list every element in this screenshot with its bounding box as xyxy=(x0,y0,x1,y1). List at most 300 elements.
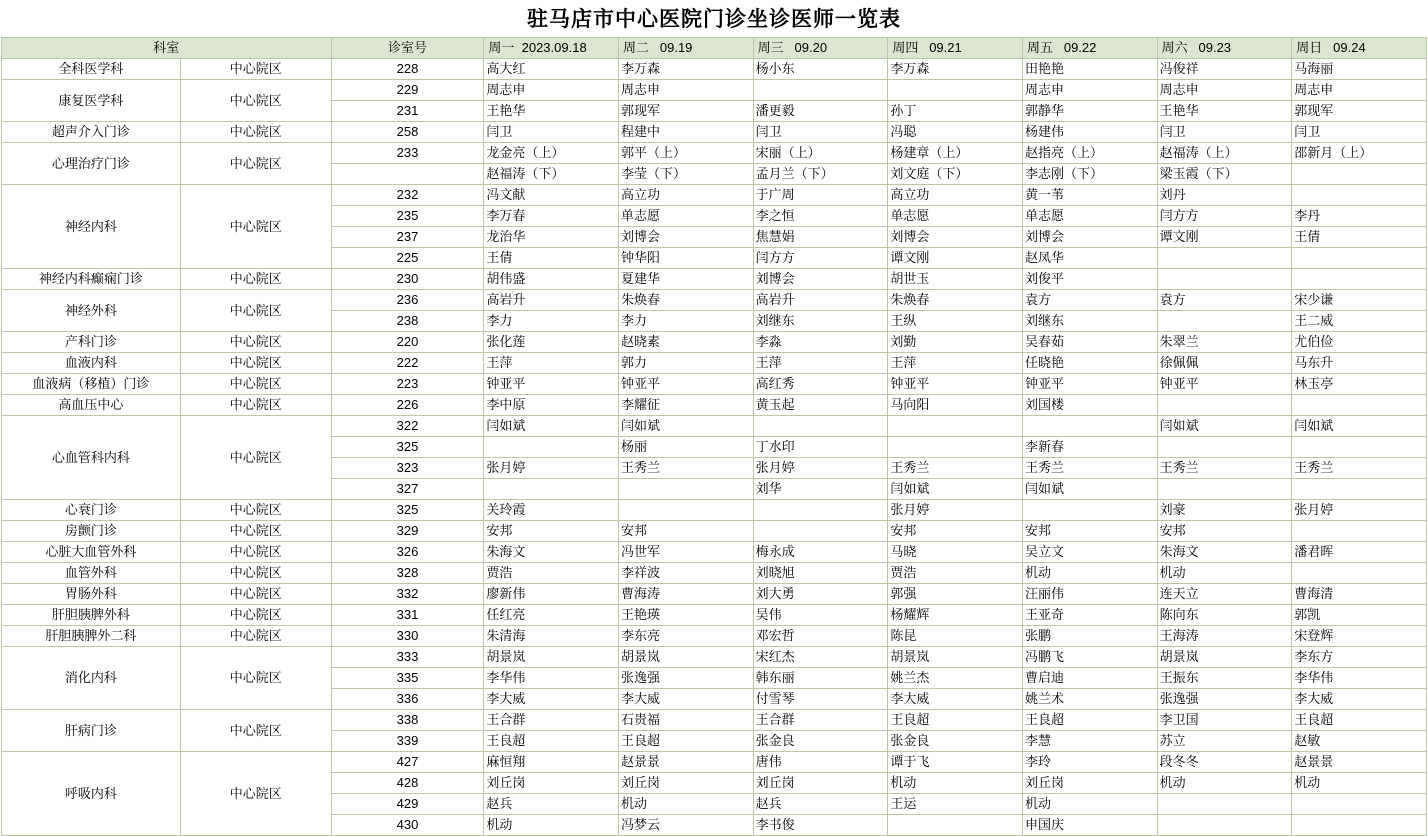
header-day-wed-date: 09.20 xyxy=(794,40,828,55)
department-cell: 肝胆胰脾外二科 xyxy=(2,626,181,647)
doctor-name-cell: 谭文刚 xyxy=(888,248,1023,269)
table-row xyxy=(2,290,1427,311)
doctor-name-cell: 杨丽 xyxy=(619,437,754,458)
doctor-name-cell: 刘博会 xyxy=(619,227,754,248)
table-body xyxy=(2,59,1427,836)
doctor-name-cell: 王秀兰 xyxy=(1022,458,1157,479)
doctor-name-cell xyxy=(753,500,888,521)
doctor-name-cell: 李万森 xyxy=(888,59,1023,80)
doctor-name-cell: 闫如斌 xyxy=(1157,416,1292,437)
doctor-name-cell: 宋丽（上） xyxy=(753,143,888,164)
doctor-name-cell: 吴春茹 xyxy=(1022,332,1157,353)
doctor-name-cell: 唐伟 xyxy=(753,752,888,773)
doctor-name-cell: 刘继东 xyxy=(753,311,888,332)
header-day-mon-date: 2023.09.18 xyxy=(521,40,587,55)
campus-cell: 中心院区 xyxy=(180,647,331,710)
doctor-name-cell: 赵敏 xyxy=(1292,731,1427,752)
room-number-cell: 223 xyxy=(331,374,484,395)
page-title: 驻马店市中心医院门诊坐诊医师一览表 xyxy=(527,8,901,31)
doctor-name-cell: 袁方 xyxy=(1022,290,1157,311)
doctor-name-cell: 王艳瑛 xyxy=(619,605,754,626)
room-number-cell: 258 xyxy=(331,122,484,143)
campus-cell: 中心院区 xyxy=(180,59,331,80)
doctor-name-cell: 付雪琴 xyxy=(753,689,888,710)
campus-cell: 中心院区 xyxy=(180,185,331,269)
room-number-cell: 326 xyxy=(331,542,484,563)
doctor-name-cell: 机动 xyxy=(1292,773,1427,794)
room-number-cell: 429 xyxy=(331,794,484,815)
doctor-name-cell xyxy=(1292,395,1427,416)
doctor-name-cell xyxy=(1292,521,1427,542)
header-dept: 科室 xyxy=(2,38,332,59)
doctor-name-cell: 李新春 xyxy=(1022,437,1157,458)
doctor-name-cell: 赵福涛（上） xyxy=(1157,143,1292,164)
doctor-name-cell: 安邦 xyxy=(1022,521,1157,542)
doctor-name-cell: 田艳艳 xyxy=(1022,59,1157,80)
doctor-name-cell: 机动 xyxy=(1022,563,1157,584)
doctor-name-cell: 姚兰杰 xyxy=(888,668,1023,689)
doctor-name-cell: 闫卫 xyxy=(1157,122,1292,143)
doctor-name-cell: 钟亚平 xyxy=(888,374,1023,395)
header-day-mon xyxy=(484,38,619,59)
doctor-name-cell xyxy=(1292,437,1427,458)
room-number-cell: 428 xyxy=(331,773,484,794)
doctor-name-cell: 刘大勇 xyxy=(753,584,888,605)
doctor-name-cell: 王倩 xyxy=(1292,227,1427,248)
doctor-name-cell: 钟亚平 xyxy=(619,374,754,395)
table-row xyxy=(2,584,1427,605)
doctor-name-cell: 郭现军 xyxy=(1292,101,1427,122)
room-number-cell: 229 xyxy=(331,80,484,101)
doctor-name-cell: 王良超 xyxy=(484,731,619,752)
doctor-name-cell: 徐佩佩 xyxy=(1157,353,1292,374)
campus-cell: 中心院区 xyxy=(180,374,331,395)
table-row xyxy=(2,563,1427,584)
department-cell: 高血压中心 xyxy=(2,395,181,416)
doctor-name-cell: 刘晓旭 xyxy=(753,563,888,584)
doctor-name-cell: 夏建华 xyxy=(619,269,754,290)
header-day-sun-name: 周日 xyxy=(1296,40,1323,55)
room-number-cell: 225 xyxy=(331,248,484,269)
doctor-name-cell: 胡世玉 xyxy=(888,269,1023,290)
doctor-name-cell xyxy=(753,416,888,437)
header-day-mon-name: 周一 xyxy=(488,40,515,55)
doctor-name-cell: 王合群 xyxy=(484,710,619,731)
doctor-name-cell: 高立功 xyxy=(619,185,754,206)
room-number-cell: 333 xyxy=(331,647,484,668)
doctor-name-cell: 王良超 xyxy=(888,710,1023,731)
doctor-name-cell: 周志申 xyxy=(1292,80,1427,101)
doctor-name-cell: 李慧 xyxy=(1022,731,1157,752)
doctor-name-cell: 孙丁 xyxy=(888,101,1023,122)
room-number-cell: 329 xyxy=(331,521,484,542)
header-day-wed xyxy=(753,38,888,59)
table-row xyxy=(2,269,1427,290)
doctor-name-cell: 胡景岚 xyxy=(484,647,619,668)
doctor-name-cell: 刘勤 xyxy=(888,332,1023,353)
room-number-cell: 430 xyxy=(331,815,484,836)
doctor-name-cell: 李大威 xyxy=(1292,689,1427,710)
doctor-name-cell: 刘博会 xyxy=(1022,227,1157,248)
campus-cell: 中心院区 xyxy=(180,395,331,416)
table-row xyxy=(2,752,1427,773)
doctor-name-cell: 机动 xyxy=(484,815,619,836)
room-number-cell: 327 xyxy=(331,479,484,500)
room-number-cell: 336 xyxy=(331,689,484,710)
table-row xyxy=(2,626,1427,647)
table-header xyxy=(2,38,1427,59)
table-row xyxy=(2,143,1427,164)
table-row xyxy=(2,122,1427,143)
doctor-name-cell xyxy=(1022,500,1157,521)
doctor-name-cell: 周志申 xyxy=(484,80,619,101)
doctor-name-cell: 贾浩 xyxy=(888,563,1023,584)
doctor-name-cell xyxy=(888,80,1023,101)
header-day-wed-name: 周三 xyxy=(757,40,784,55)
doctor-name-cell xyxy=(1292,479,1427,500)
doctor-name-cell xyxy=(1157,479,1292,500)
doctor-name-cell: 苏立 xyxy=(1157,731,1292,752)
department-cell: 房颤门诊 xyxy=(2,521,181,542)
doctor-name-cell: 程建中 xyxy=(619,122,754,143)
header-day-fri xyxy=(1022,38,1157,59)
doctor-name-cell: 宋红杰 xyxy=(753,647,888,668)
doctor-name-cell: 郭力 xyxy=(619,353,754,374)
table-row xyxy=(2,80,1427,101)
doctor-name-cell: 刘博会 xyxy=(888,227,1023,248)
doctor-name-cell xyxy=(484,479,619,500)
department-cell: 神经内科 xyxy=(2,185,181,269)
table-row xyxy=(2,374,1427,395)
doctor-name-cell: 李淼 xyxy=(753,332,888,353)
doctor-name-cell xyxy=(888,437,1023,458)
doctor-name-cell: 王萍 xyxy=(753,353,888,374)
room-number-cell: 323 xyxy=(331,458,484,479)
department-cell: 肝胆胰脾外科 xyxy=(2,605,181,626)
doctor-name-cell: 张月婷 xyxy=(753,458,888,479)
doctor-name-cell: 李华伟 xyxy=(484,668,619,689)
doctor-name-cell: 王萍 xyxy=(484,353,619,374)
doctor-name-cell: 闫卫 xyxy=(1292,122,1427,143)
doctor-name-cell: 钟亚平 xyxy=(1022,374,1157,395)
room-number-cell: 330 xyxy=(331,626,484,647)
doctor-name-cell xyxy=(484,437,619,458)
doctor-name-cell: 朱焕春 xyxy=(619,290,754,311)
doctor-name-cell: 王良超 xyxy=(619,731,754,752)
doctor-name-cell: 刘国楼 xyxy=(1022,395,1157,416)
doctor-name-cell: 单志愿 xyxy=(1022,206,1157,227)
doctor-name-cell: 焦慧娟 xyxy=(753,227,888,248)
doctor-name-cell: 闫卫 xyxy=(484,122,619,143)
doctor-name-cell: 赵兵 xyxy=(484,794,619,815)
doctor-name-cell: 黄玉起 xyxy=(753,395,888,416)
department-cell: 心理治疗门诊 xyxy=(2,143,181,185)
doctor-name-cell: 刘丘岗 xyxy=(753,773,888,794)
room-number-cell: 230 xyxy=(331,269,484,290)
doctor-name-cell: 李万春 xyxy=(484,206,619,227)
doctor-name-cell: 郭凯 xyxy=(1292,605,1427,626)
doctor-name-cell: 宋登辉 xyxy=(1292,626,1427,647)
doctor-name-cell: 闫方方 xyxy=(1157,206,1292,227)
doctor-name-cell: 朱清海 xyxy=(484,626,619,647)
doctor-name-cell: 杨耀辉 xyxy=(888,605,1023,626)
doctor-name-cell: 赵凤华 xyxy=(1022,248,1157,269)
doctor-name-cell: 赵景景 xyxy=(1292,752,1427,773)
room-number-cell: 222 xyxy=(331,353,484,374)
doctor-name-cell: 刘继东 xyxy=(1022,311,1157,332)
doctor-name-cell: 马海丽 xyxy=(1292,59,1427,80)
doctor-name-cell: 王秀兰 xyxy=(1292,458,1427,479)
campus-cell: 中心院区 xyxy=(180,416,331,500)
doctor-name-cell: 冯聪 xyxy=(888,122,1023,143)
doctor-name-cell: 钟亚平 xyxy=(1157,374,1292,395)
header-day-sat xyxy=(1157,38,1292,59)
table-row xyxy=(2,416,1427,437)
campus-cell: 中心院区 xyxy=(180,143,331,185)
doctor-name-cell: 刘豪 xyxy=(1157,500,1292,521)
doctor-name-cell: 张月婷 xyxy=(1292,500,1427,521)
campus-cell: 中心院区 xyxy=(180,80,331,122)
doctor-name-cell: 申国庆 xyxy=(1022,815,1157,836)
doctor-name-cell xyxy=(1157,248,1292,269)
room-number-cell: 228 xyxy=(331,59,484,80)
doctor-name-cell xyxy=(1292,794,1427,815)
campus-cell: 中心院区 xyxy=(180,290,331,332)
table-row xyxy=(2,542,1427,563)
header-day-thu-date: 09.21 xyxy=(929,40,962,55)
room-number-cell: 325 xyxy=(331,500,484,521)
campus-cell: 中心院区 xyxy=(180,752,331,836)
doctor-name-cell: 龙治华 xyxy=(484,227,619,248)
doctor-name-cell: 闫如斌 xyxy=(1022,479,1157,500)
department-cell: 心脏大血管外科 xyxy=(2,542,181,563)
doctor-name-cell: 单志愿 xyxy=(619,206,754,227)
doctor-name-cell: 李大威 xyxy=(484,689,619,710)
doctor-name-cell: 李祥波 xyxy=(619,563,754,584)
doctor-name-cell: 刘丘岗 xyxy=(484,773,619,794)
doctor-name-cell: 高岩升 xyxy=(484,290,619,311)
department-cell: 呼吸内科 xyxy=(2,752,181,836)
room-number-cell: 231 xyxy=(331,101,484,122)
doctor-name-cell: 谭文刚 xyxy=(1157,227,1292,248)
table-row xyxy=(2,332,1427,353)
doctor-name-cell: 机动 xyxy=(888,773,1023,794)
header-day-sat-name: 周六 xyxy=(1161,40,1188,55)
doctor-name-cell: 赵福涛（下） xyxy=(484,164,619,185)
doctor-name-cell: 胡景岚 xyxy=(1157,647,1292,668)
doctor-name-cell: 郭强 xyxy=(888,584,1023,605)
doctor-name-cell xyxy=(1292,815,1427,836)
table-row xyxy=(2,59,1427,80)
doctor-name-cell: 丁水印 xyxy=(753,437,888,458)
department-cell: 神经外科 xyxy=(2,290,181,332)
doctor-name-cell: 李万森 xyxy=(619,59,754,80)
campus-cell: 中心院区 xyxy=(180,269,331,290)
room-number-cell: 236 xyxy=(331,290,484,311)
department-cell: 康复医学科 xyxy=(2,80,181,122)
doctor-name-cell: 王二威 xyxy=(1292,311,1427,332)
doctor-name-cell: 周志申 xyxy=(1157,80,1292,101)
doctor-name-cell: 于广周 xyxy=(753,185,888,206)
doctor-name-cell: 张鹏 xyxy=(1022,626,1157,647)
table-row xyxy=(2,647,1427,668)
doctor-name-cell: 马晓 xyxy=(888,542,1023,563)
room-number-cell: 339 xyxy=(331,731,484,752)
header-day-sun xyxy=(1292,38,1427,59)
department-cell: 消化内科 xyxy=(2,647,181,710)
doctor-name-cell: 刘文庭（下） xyxy=(888,164,1023,185)
doctor-name-cell: 李书俊 xyxy=(753,815,888,836)
doctor-name-cell: 机动 xyxy=(1157,563,1292,584)
doctor-name-cell: 连天立 xyxy=(1157,584,1292,605)
doctor-name-cell: 宋少谦 xyxy=(1292,290,1427,311)
doctor-name-cell: 王秀兰 xyxy=(1157,458,1292,479)
table-row xyxy=(2,353,1427,374)
doctor-name-cell: 冯世军 xyxy=(619,542,754,563)
doctor-name-cell xyxy=(1157,794,1292,815)
doctor-name-cell: 廖新伟 xyxy=(484,584,619,605)
doctor-name-cell: 梅永成 xyxy=(753,542,888,563)
doctor-name-cell: 王萍 xyxy=(888,353,1023,374)
campus-cell: 中心院区 xyxy=(180,353,331,374)
doctor-name-cell xyxy=(1022,416,1157,437)
doctor-name-cell: 王良超 xyxy=(1022,710,1157,731)
doctor-name-cell: 吴伟 xyxy=(753,605,888,626)
doctor-name-cell: 姚兰术 xyxy=(1022,689,1157,710)
table-row xyxy=(2,710,1427,731)
doctor-name-cell xyxy=(888,815,1023,836)
doctor-name-cell: 朱海文 xyxy=(484,542,619,563)
header-room: 诊室号 xyxy=(331,38,484,59)
doctor-name-cell: 汪丽伟 xyxy=(1022,584,1157,605)
room-number-cell: 226 xyxy=(331,395,484,416)
doctor-name-cell xyxy=(1157,269,1292,290)
doctor-name-cell: 李东亮 xyxy=(619,626,754,647)
table-row xyxy=(2,395,1427,416)
doctor-name-cell: 赵景景 xyxy=(619,752,754,773)
doctor-name-cell: 李志刚（下） xyxy=(1022,164,1157,185)
header-day-sun-date: 09.24 xyxy=(1333,40,1366,55)
doctor-name-cell: 邵新月（上） xyxy=(1292,143,1427,164)
doctor-name-cell: 张月婷 xyxy=(484,458,619,479)
doctor-name-cell: 龙金亮（上） xyxy=(484,143,619,164)
doctor-name-cell: 郭现军 xyxy=(619,101,754,122)
doctor-name-cell: 梁玉霞（下） xyxy=(1157,164,1292,185)
doctor-name-cell: 机动 xyxy=(1157,773,1292,794)
doctor-name-cell: 胡伟盛 xyxy=(484,269,619,290)
department-cell: 神经内科癫痫门诊 xyxy=(2,269,181,290)
doctor-name-cell: 李力 xyxy=(619,311,754,332)
doctor-name-cell xyxy=(1292,563,1427,584)
doctor-name-cell: 段冬冬 xyxy=(1157,752,1292,773)
doctor-name-cell: 关玲霞 xyxy=(484,500,619,521)
doctor-name-cell: 曹海清 xyxy=(1292,584,1427,605)
doctor-name-cell: 孟月兰（下） xyxy=(753,164,888,185)
doctor-name-cell: 冯鹏飞 xyxy=(1022,647,1157,668)
table-row xyxy=(2,521,1427,542)
header-day-tue-name: 周二 xyxy=(623,40,650,55)
doctor-name-cell: 陈昆 xyxy=(888,626,1023,647)
doctor-name-cell: 赵指亮（上） xyxy=(1022,143,1157,164)
room-number-cell: 235 xyxy=(331,206,484,227)
doctor-name-cell: 李卫国 xyxy=(1157,710,1292,731)
doctor-name-cell: 朱翠兰 xyxy=(1157,332,1292,353)
table-row xyxy=(2,605,1427,626)
campus-cell: 中心院区 xyxy=(180,710,331,752)
doctor-name-cell: 王纵 xyxy=(888,311,1023,332)
doctor-name-cell: 李莹（下） xyxy=(619,164,754,185)
doctor-name-cell: 杨建章（上） xyxy=(888,143,1023,164)
doctor-name-cell: 周志申 xyxy=(619,80,754,101)
doctor-name-cell: 朱海文 xyxy=(1157,542,1292,563)
doctor-name-cell: 石贵福 xyxy=(619,710,754,731)
header-row xyxy=(2,38,1427,59)
doctor-name-cell: 马东升 xyxy=(1292,353,1427,374)
doctor-name-cell: 李之恒 xyxy=(753,206,888,227)
doctor-name-cell: 冯文献 xyxy=(484,185,619,206)
doctor-name-cell: 冯梦云 xyxy=(619,815,754,836)
department-cell: 超声介入门诊 xyxy=(2,122,181,143)
campus-cell: 中心院区 xyxy=(180,605,331,626)
header-day-fri-date: 09.22 xyxy=(1063,40,1097,55)
doctor-name-cell xyxy=(1157,311,1292,332)
doctor-name-cell: 刘丹 xyxy=(1157,185,1292,206)
doctor-name-cell: 王合群 xyxy=(753,710,888,731)
doctor-name-cell: 高岩升 xyxy=(753,290,888,311)
campus-cell: 中心院区 xyxy=(180,584,331,605)
doctor-name-cell: 李大威 xyxy=(619,689,754,710)
doctor-name-cell: 张逸强 xyxy=(619,668,754,689)
doctor-name-cell: 高立功 xyxy=(888,185,1023,206)
header-day-thu-name: 周四 xyxy=(892,40,919,55)
doctor-name-cell xyxy=(1292,164,1427,185)
doctor-name-cell: 赵兵 xyxy=(753,794,888,815)
room-number-cell: 332 xyxy=(331,584,484,605)
doctor-name-cell: 闫如斌 xyxy=(619,416,754,437)
doctor-name-cell: 曹海涛 xyxy=(619,584,754,605)
doctor-name-cell: 郭平（上） xyxy=(619,143,754,164)
doctor-name-cell: 王运 xyxy=(888,794,1023,815)
room-number-cell: 237 xyxy=(331,227,484,248)
doctor-name-cell: 杨建伟 xyxy=(1022,122,1157,143)
doctor-name-cell: 任红亮 xyxy=(484,605,619,626)
doctor-name-cell xyxy=(753,80,888,101)
department-cell: 心衰门诊 xyxy=(2,500,181,521)
doctor-name-cell: 袁方 xyxy=(1157,290,1292,311)
doctor-name-cell xyxy=(888,416,1023,437)
doctor-name-cell xyxy=(1292,248,1427,269)
doctor-name-cell: 杨小东 xyxy=(753,59,888,80)
room-number-cell: 232 xyxy=(331,185,484,206)
doctor-name-cell: 贾浩 xyxy=(484,563,619,584)
header-day-fri-name: 周五 xyxy=(1026,40,1053,55)
doctor-name-cell: 机动 xyxy=(619,794,754,815)
doctor-name-cell: 刘博会 xyxy=(753,269,888,290)
room-number-cell: 335 xyxy=(331,668,484,689)
doctor-name-cell xyxy=(1157,815,1292,836)
doctor-name-cell: 李玲 xyxy=(1022,752,1157,773)
doctor-name-cell: 马向阳 xyxy=(888,395,1023,416)
doctor-name-cell: 王海涛 xyxy=(1157,626,1292,647)
room-number-cell: 325 xyxy=(331,437,484,458)
doctor-name-cell: 邓宏哲 xyxy=(753,626,888,647)
department-cell: 心血管科内科 xyxy=(2,416,181,500)
doctor-name-cell xyxy=(1157,437,1292,458)
doctor-name-cell: 高红秀 xyxy=(753,374,888,395)
doctor-name-cell: 朱焕春 xyxy=(888,290,1023,311)
department-cell: 全科医学科 xyxy=(2,59,181,80)
room-number-cell: 427 xyxy=(331,752,484,773)
